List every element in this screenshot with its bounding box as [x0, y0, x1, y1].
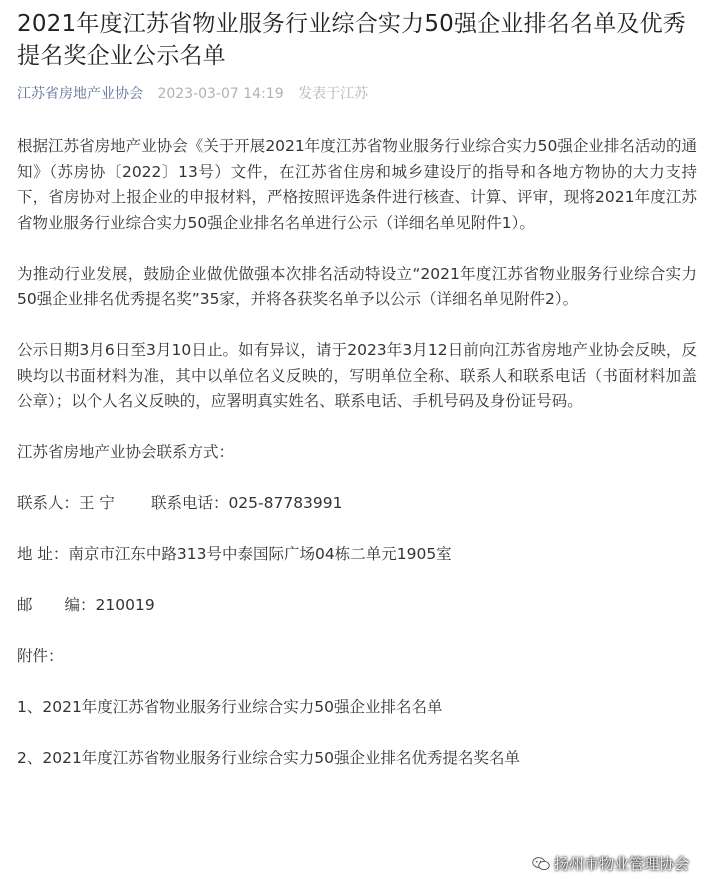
publish-time: 2023-03-07 14:19 — [157, 86, 284, 102]
paragraph: 江苏省房地产业协会联系方式： — [17, 443, 235, 461]
article-content — [17, 134, 697, 772]
contact-phone: 联系电话：025-87783991 — [150, 494, 343, 512]
watermark — [532, 853, 689, 874]
author-link[interactable]: 江苏省房地产业协会 — [17, 86, 143, 102]
paragraph: 为推动行业发展，鼓励企业做优做强本次排名活动特设立“2021年度江苏省物业服务行业综合实力50强企业排名优秀提名奖”35家，并将各获奖名单予以公示（详细名单见附件2）。 — [17, 264, 697, 308]
article — [17, 0, 697, 797]
attachments-heading: 附件： — [17, 647, 64, 665]
paragraph: 根据江苏省房地产业协会《关于开展2021年度江苏省物业服务行业综合实力50强企业排名活动的通知》（苏房协〔2022〕13号）文件，在江苏省住房和城乡建设厅的指导和各地方物协的大力支持下，省房协对上报企业的申报材料，严格按照评选条件进行核查、计算、评审，现将2021年度江苏省物业服务行业综合实力50强企业排名名单进行公示（详细名单见附件1）。 — [17, 137, 697, 232]
contact-line — [17, 491, 697, 517]
wechat-icon — [532, 856, 550, 872]
watermark-text: 扬州市物业管理协会 — [553, 855, 689, 873]
contact-person: 联系人：王 宁 — [17, 494, 115, 512]
article-meta — [17, 84, 697, 104]
attachment-item: 1、2021年度江苏省物业服务行业综合实力50强企业排名名单 — [17, 698, 443, 716]
contact-address: 地 址：南京市江东中路313号中泰国际广场04栋二单元1905室 — [17, 545, 452, 563]
publish-location: 发表于江苏 — [298, 86, 369, 102]
contact-postcode: 邮 编：210019 — [17, 596, 155, 614]
attachment-item: 2、2021年度江苏省物业服务行业综合实力50强企业排名优秀提名奖名单 — [17, 749, 521, 767]
paragraph: 公示日期3月6日至3月10日止。如有异议，请于2023年3月12日前向江苏省房地产业协会反映，反映均以书面材料为准，其中以单位名义反映的，写明单位全称、联系人和联系电话（书面材料加盖公章）；以个人名义反映的，应署明真实姓名、联系电话、手机号码及身份证号码。 — [17, 341, 697, 410]
article-title: 2021年度江苏省物业服务行业综合实力50强企业排名名单及优秀提名奖企业公示名单 — [17, 11, 686, 69]
